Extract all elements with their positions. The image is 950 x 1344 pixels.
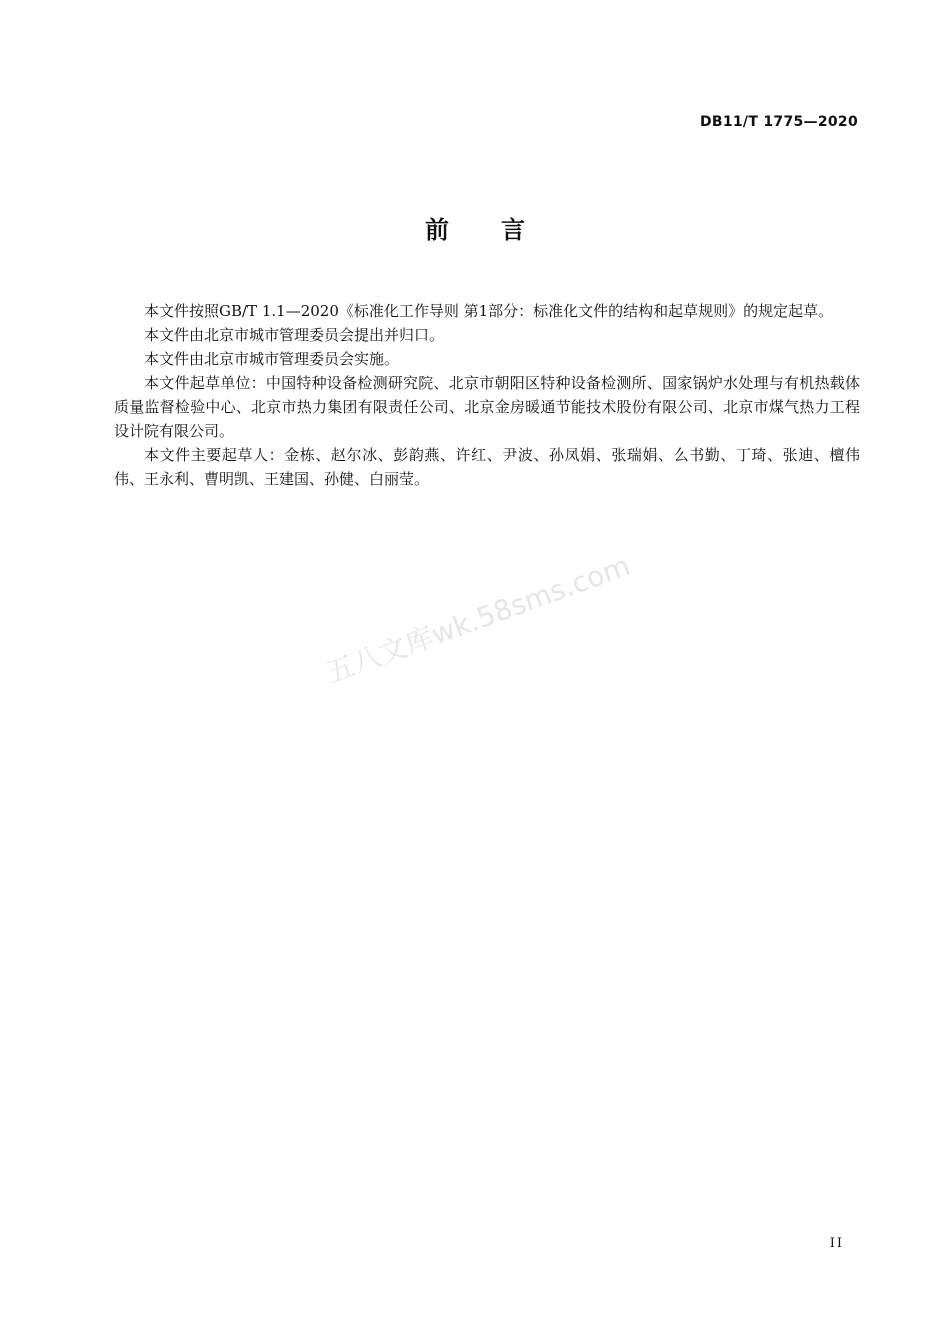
page-number: II (829, 1236, 844, 1251)
paragraph-drafters: 本文件主要起草人：金栋、赵尔冰、彭韵燕、许红、尹波、孙凤娟、张瑞娟、么书勤、丁琦、张迪、檀伟伟、王永利、曹明凯、王建国、孙健、白丽莹。 (114, 446, 860, 488)
page-title: 前言 (425, 216, 577, 244)
paragraph-proposer: 本文件由北京市城市管理委员会提出并归口。 (144, 326, 445, 344)
document-code: DB11/T 1775—2020 (699, 114, 858, 130)
foreword-body (114, 299, 860, 491)
paragraph-implementer: 本文件由北京市城市管理委员会实施。 (144, 350, 400, 368)
paragraph-drafting-units: 本文件起草单位：中国特种设备检测研究院、北京市朝阳区特种设备检测所、国家锅炉水处理与有机热载体质量监督检验中心、北京市热力集团有限责任公司、北京金房暖通节能技术股份有限公司、北京市煤气热力工程设计院有限公司。 (114, 374, 860, 440)
watermark: 五八文库wk.58sms.com (321, 548, 635, 690)
paragraph-drafting-rules: 本文件按照GB/T 1.1—2020《标准化工作导则 第1部分：标准化文件的结构和起草规则》的规定起草。 (144, 302, 834, 320)
